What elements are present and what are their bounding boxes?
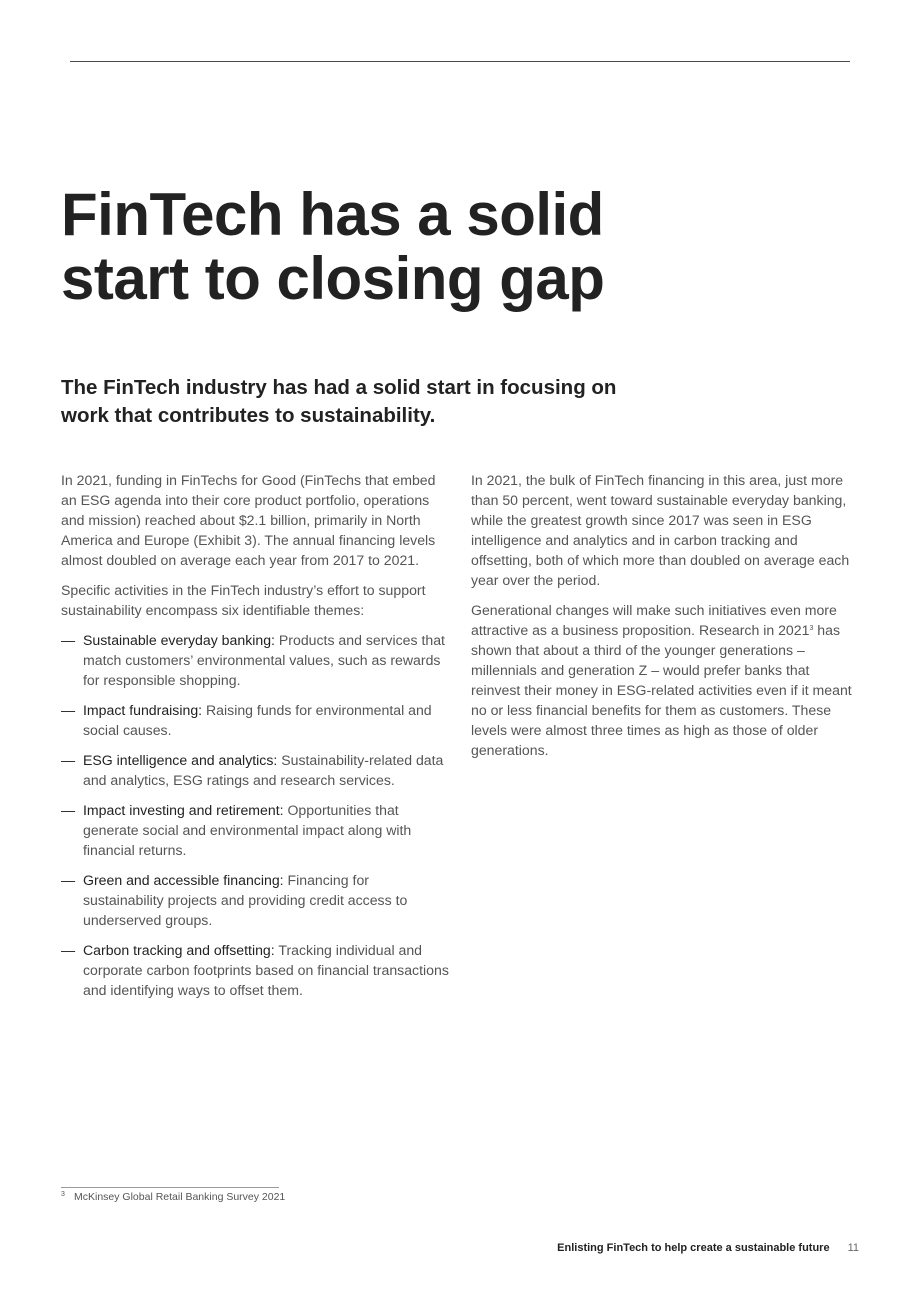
financing-paragraph: In 2021, the bulk of FinTech financing in this area, just more than 50 percent, went toward sustainable everyday banking, while the greatest growth since 2017 was seen in ESG intelligence and analytics and in carbon tracking and offsetting, both of which more than doubled on average each year over the period. — [471, 472, 850, 588]
title-line-1: FinTech has a solid — [61, 181, 604, 248]
dash-bullet: — — [61, 752, 76, 768]
theme-term: ESG intelligence and analytics: — [83, 752, 278, 768]
generational-text-start: Generational changes will make such initiatives even more attractive as a business proposition. Research in 2021 — [471, 602, 837, 638]
right-column — [471, 470, 861, 770]
page-number: 11 — [847, 1242, 859, 1254]
page-title — [61, 183, 841, 311]
left-column — [61, 470, 451, 1010]
footnote-rule — [61, 1187, 279, 1188]
theme-text: Financing for sustainability projects and providing credit access to underserved groups. — [83, 872, 408, 928]
dash-bullet: — — [61, 702, 76, 718]
intro-paragraph: In 2021, funding in FinTechs for Good (FinTechs that embed an ESG agenda into their core product portfolio, operations and mission) reached about $2.1 billion, primarily in North America and Europe (Exhibit 3). The annual financing levels almost doubled on average each year from 2017 to 2021. — [61, 472, 436, 568]
themes-intro-paragraph: Specific activities in the FinTech industry’s effort to support sustainability encompass six identifiable themes: — [61, 582, 426, 618]
theme-text: Raising funds for environmental and social causes. — [83, 702, 432, 738]
dash-bullet: — — [61, 872, 76, 888]
footnote-text: McKinsey Global Retail Banking Survey 2021 — [74, 1191, 286, 1203]
theme-text: Tracking individual and corporate carbon footprints based on financial transactions and identifying ways to offset them. — [83, 942, 449, 998]
theme-term: Green and accessible financing: — [83, 872, 284, 888]
theme-term: Sustainable everyday banking: — [83, 632, 275, 648]
page-footer — [557, 1241, 859, 1255]
theme-text: Products and services that match customers’ environmental values, such as rewards for responsible shopping. — [83, 632, 445, 688]
dash-bullet: — — [61, 802, 76, 818]
theme-text: Opportunities that generate social and environmental impact along with financial returns. — [83, 802, 412, 858]
footnote-reference: 3 — [809, 625, 814, 632]
generational-text-end: has shown that about a third of the younger generations – millennials and generation Z – would prefer banks that reinvest their money in ESG-related activities even if it meant no or less financial benefits for them as customers. These levels were almost three times as high as those of older generations. — [471, 622, 852, 758]
theme-term: Carbon tracking and offsetting: — [83, 942, 275, 958]
list-item — [61, 700, 451, 740]
theme-term: Impact fundraising: — [83, 702, 203, 718]
theme-term: Impact investing and retirement: — [83, 802, 284, 818]
themes-list — [61, 630, 451, 1000]
list-item — [61, 940, 451, 1000]
page-subtitle: The FinTech industry has had a solid start in focusing on work that contributes to sustainability. — [61, 376, 617, 427]
list-item — [61, 750, 451, 790]
footer-title: Enlisting FinTech to help create a sustainable future — [557, 1242, 830, 1254]
list-item — [61, 800, 451, 860]
list-item — [61, 870, 451, 930]
generational-paragraph — [471, 600, 861, 760]
dash-bullet: — — [61, 632, 76, 648]
title-line-2: start to closing gap — [61, 245, 605, 312]
theme-text: Sustainability-related data and analytics, ESG ratings and research services. — [83, 752, 444, 788]
top-rule — [70, 61, 850, 62]
footnote: 3 McKinsey Global Retail Banking Survey 2021 — [61, 1191, 286, 1203]
dash-bullet: — — [61, 942, 76, 958]
list-item — [61, 630, 451, 690]
